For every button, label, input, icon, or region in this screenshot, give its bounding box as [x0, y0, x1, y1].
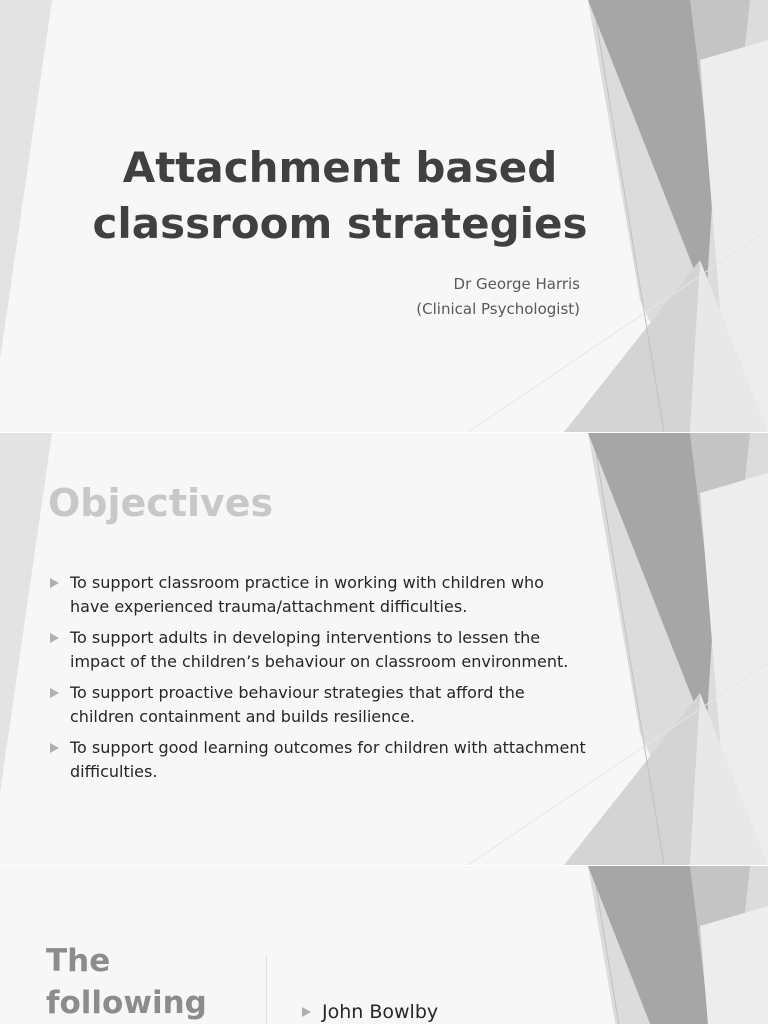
- bullet-text: To support proactive behaviour strategies that afford the children containment and builds resilience.: [70, 683, 525, 726]
- bullet-arrow-icon: [302, 1007, 311, 1017]
- bullet-text: To support good learning outcomes for children with attachment difficulties.: [70, 738, 586, 781]
- presentation-title: Attachment based classroom strategies: [92, 143, 588, 248]
- objectives-list: [48, 571, 588, 791]
- slide-objectives: [0, 433, 768, 865]
- bullet-text: John Bowlby: [322, 1001, 439, 1023]
- column-divider: [266, 956, 267, 1024]
- bullet-arrow-icon: [50, 578, 59, 588]
- list-item: [48, 626, 588, 674]
- objectives-heading: Objectives: [48, 481, 274, 525]
- list-item: [300, 1000, 438, 1024]
- bullet-text: To support adults in developing interventions to lessen the impact of the children’s behaviour on classroom environment.: [70, 628, 569, 671]
- the-following-heading: The following: [46, 943, 207, 1021]
- bullet-arrow-icon: [50, 633, 59, 643]
- presenter-name: Dr George Harris: [453, 275, 580, 293]
- list-item: [48, 681, 588, 729]
- bullet-arrow-icon: [50, 743, 59, 753]
- slide-the-following: [0, 866, 768, 1024]
- bullet-arrow-icon: [50, 688, 59, 698]
- bullet-text: To support classroom practice in working with children who have experienced trauma/attachment difficulties.: [70, 573, 544, 616]
- list-item: [48, 736, 588, 784]
- list-item: [48, 571, 588, 619]
- slide-title: [0, 0, 768, 432]
- presenter-info: [300, 272, 580, 322]
- presenter-role: (Clinical Psychologist): [416, 300, 580, 318]
